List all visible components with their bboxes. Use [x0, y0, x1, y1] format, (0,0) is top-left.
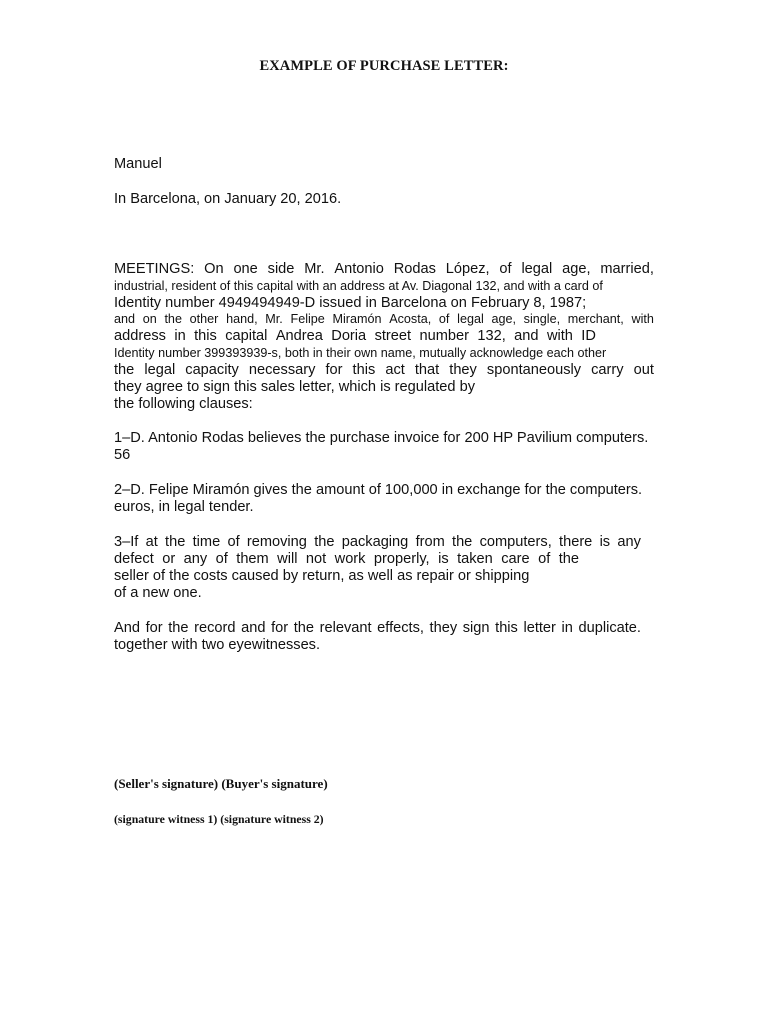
clause-3-line-1: [114, 534, 641, 551]
word: that: [414, 362, 440, 378]
word: other: [189, 312, 219, 326]
word: and: [241, 620, 266, 636]
word: of: [227, 534, 240, 550]
word: Antonio: [334, 261, 384, 277]
word: of: [438, 312, 450, 326]
word: age,: [562, 261, 591, 277]
word: legal: [457, 312, 484, 326]
meetings-line-9: the following clauses:: [114, 396, 253, 412]
word: capacity: [185, 362, 239, 378]
word: Mr.: [265, 312, 283, 326]
word: the: [165, 534, 186, 550]
word: ID: [581, 328, 596, 344]
word: them: [236, 551, 269, 567]
word: act: [385, 362, 405, 378]
word: López,: [445, 261, 490, 277]
word: Acosta,: [389, 312, 432, 326]
word: in: [174, 328, 186, 344]
word: 3–If: [114, 534, 139, 550]
word: they: [429, 620, 458, 636]
closing-line-2: together with two eyewitnesses.: [114, 637, 321, 653]
word: street: [374, 328, 412, 344]
word: the: [114, 362, 135, 378]
word: this: [352, 362, 376, 378]
word: Mr.: [304, 261, 325, 277]
meetings-line-8: they agree to sign this sales letter, which is regulated by: [114, 379, 475, 395]
word: any: [183, 551, 208, 567]
word: the: [314, 534, 335, 550]
word: will: [277, 551, 298, 567]
word: out: [633, 362, 654, 378]
meetings-line-4: [114, 311, 654, 328]
word: properly,: [373, 551, 430, 567]
word: Andrea: [275, 328, 323, 344]
word: packaging: [341, 534, 409, 550]
word: computers,: [479, 534, 552, 550]
word: spontaneously: [486, 362, 582, 378]
clause-1-line-2: 56: [114, 447, 131, 463]
word: the: [164, 312, 182, 326]
word: married,: [600, 261, 654, 277]
word: age,: [491, 312, 516, 326]
word: this: [495, 620, 518, 636]
word: address: [114, 328, 166, 344]
word: for: [145, 620, 163, 636]
place-date: In Barcelona, on January 20, 2016.: [114, 191, 342, 207]
meetings-line-3: Identity number 4949494949-D issued in Barcelona on February 8, 1987;: [114, 295, 587, 311]
word: number: [419, 328, 469, 344]
word: on: [142, 312, 157, 326]
word: relevant: [319, 620, 372, 636]
word: legal: [521, 261, 553, 277]
word: necessary: [248, 362, 316, 378]
word: Miramón: [332, 312, 382, 326]
word: any: [617, 534, 641, 550]
word: side: [267, 261, 295, 277]
word: hand,: [226, 312, 258, 326]
word: not: [305, 551, 327, 567]
clause-3-line-4: of a new one.: [114, 585, 202, 601]
word: one: [233, 261, 258, 277]
signature-line-seller-buyer: (Seller's signature) (Buyer's signature): [114, 776, 328, 791]
word: Rodas: [393, 261, 436, 277]
word: removing: [246, 534, 307, 550]
word: carry: [591, 362, 624, 378]
word: capital: [225, 328, 268, 344]
closing-line-1: [114, 620, 641, 637]
word: record: [194, 620, 236, 636]
word: Doria: [331, 328, 367, 344]
word: for: [325, 362, 343, 378]
word: for: [271, 620, 289, 636]
word: with: [631, 312, 654, 326]
word: of: [538, 551, 551, 567]
word: Felipe: [290, 312, 325, 326]
word: legal: [144, 362, 176, 378]
word: of: [215, 551, 228, 567]
signature-line-witnesses: (signature witness 1) (signature witness 2): [114, 812, 324, 826]
clause-1-line-1: 1–D. Antonio Rodas believes the purchase invoice for 200 HP Pavilium computers.: [114, 430, 649, 446]
word: they: [449, 362, 477, 378]
word: is: [599, 534, 611, 550]
recipient-name: Manuel: [114, 156, 162, 172]
word: time: [192, 534, 221, 550]
word: is: [438, 551, 449, 567]
clause-2-line-2: euros, in legal tender.: [114, 499, 254, 515]
meetings-line-1: [114, 261, 654, 278]
word: the: [452, 534, 473, 550]
word: of: [499, 261, 512, 277]
word: sign: [462, 620, 490, 636]
word: MEETINGS:: [114, 261, 195, 277]
word: And: [114, 620, 140, 636]
word: and: [514, 328, 539, 344]
word: taken: [457, 551, 493, 567]
meetings-line-5: [114, 328, 596, 345]
clause-3-line-2: [114, 551, 579, 568]
word: or: [162, 551, 176, 567]
word: this: [194, 328, 217, 344]
word: from: [415, 534, 445, 550]
meetings-line-6: Identity number 399393939-s, both in their own name, mutually acknowledge each other: [114, 346, 607, 360]
word: the: [558, 551, 579, 567]
word: 132,: [477, 328, 506, 344]
word: letter: [523, 620, 556, 636]
word: merchant,: [567, 312, 624, 326]
word: duplicate.: [578, 620, 641, 636]
word: the: [168, 620, 189, 636]
document-title: EXAMPLE OF PURCHASE LETTER:: [259, 58, 509, 74]
meetings-line-2: industrial, resident of this capital with an address at Av. Diagonal 132, and with a card of: [114, 279, 603, 293]
word: the: [293, 620, 315, 636]
word: On: [204, 261, 224, 277]
word: care: [501, 551, 530, 567]
word: in: [561, 620, 573, 636]
word: and: [114, 312, 136, 326]
word: work: [334, 551, 366, 567]
word: defect: [114, 551, 154, 567]
meetings-line-7: [114, 362, 654, 379]
word: there: [559, 534, 593, 550]
word: single,: [523, 312, 561, 326]
clause-2-line-1: 2–D. Felipe Miramón gives the amount of 100,000 in exchange for the computers.: [114, 482, 643, 498]
word: effects,: [377, 620, 424, 636]
word: at: [145, 534, 158, 550]
clause-3-line-3: seller of the costs caused by return, as well as repair or shipping: [114, 568, 530, 584]
word: with: [546, 328, 573, 344]
